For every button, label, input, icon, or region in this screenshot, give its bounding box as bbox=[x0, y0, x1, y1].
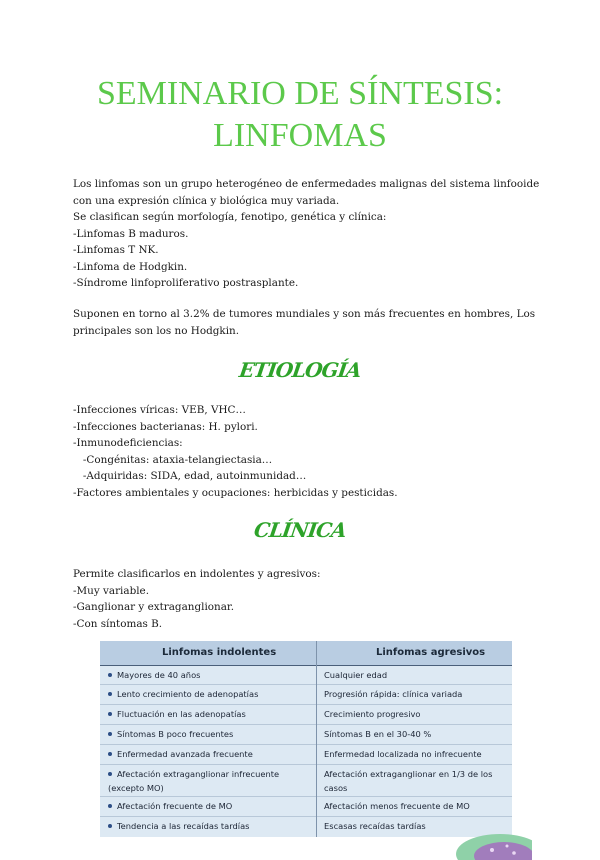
intro-line: -Síndrome linfoproliferativo postrasplante. bbox=[73, 277, 299, 289]
clinica-heading: CLÍNICA bbox=[252, 518, 348, 542]
cell-text: Mayores de 40 años bbox=[117, 670, 201, 680]
decorative-dot-icon bbox=[506, 845, 509, 848]
decorative-dot-icon bbox=[490, 848, 494, 852]
page-title-line2: LINFOMAS bbox=[213, 117, 387, 154]
cell-left bbox=[108, 687, 308, 701]
column-divider bbox=[316, 641, 317, 837]
cell-text: Afectación frecuente de MO bbox=[117, 801, 233, 811]
epidemiology-line: Suponen en torno al 3.2% de tumores mundiales y son más frecuentes en hombres, Los bbox=[73, 308, 536, 320]
cell-text: Tendencia a las recaídas tardías bbox=[117, 821, 250, 831]
clinica-item: -Ganglionar y extraganglionar. bbox=[73, 601, 235, 613]
decorative-corner-graphic bbox=[452, 820, 532, 860]
table-row bbox=[100, 666, 512, 685]
intro-line: Se clasifican según morfología, fenotipo, genética y clínica: bbox=[73, 211, 387, 223]
cell-right: Cualquier edad bbox=[324, 670, 388, 680]
intro-line: Los linfomas son un grupo heterogéneo de enfermedades malignas del sistema linfooide bbox=[73, 178, 540, 190]
bullet-icon bbox=[108, 732, 112, 736]
intro-line: con una expresión clínica y biológica muy variada. bbox=[73, 194, 340, 207]
cell-left bbox=[108, 668, 308, 682]
cell-right bbox=[324, 767, 508, 795]
bullet-icon bbox=[108, 692, 112, 696]
bullet-icon bbox=[108, 712, 112, 716]
cell-left bbox=[108, 799, 308, 813]
cell-text: Afectación extraganglionar en 1/3 de los bbox=[324, 769, 493, 779]
cell-text: Síntomas B poco frecuentes bbox=[117, 729, 234, 739]
cell-right: Progresión rápida: clínica variada bbox=[324, 689, 463, 699]
cell-text: Enfermedad avanzada frecuente bbox=[117, 749, 253, 759]
cell-right: Afectación menos frecuente de MO bbox=[324, 801, 470, 811]
table-row bbox=[100, 725, 512, 745]
table-row bbox=[100, 685, 512, 705]
cell-left bbox=[108, 819, 308, 833]
clinica-item: -Muy variable. bbox=[73, 584, 149, 597]
clinica-list bbox=[73, 566, 533, 632]
cell-text: casos bbox=[324, 783, 348, 793]
clinica-item: -Con síntomas B. bbox=[73, 617, 163, 630]
intro-paragraph bbox=[73, 176, 540, 292]
cell-right: Escasas recaídas tardías bbox=[324, 821, 426, 831]
etiologia-item: -Adquiridas: SIDA, edad, autoinmunidad… bbox=[73, 470, 307, 482]
etiologia-item: -Factores ambientales y ocupaciones: herbicidas y pesticidas. bbox=[73, 486, 398, 499]
comparison-table bbox=[100, 641, 512, 837]
table-row bbox=[100, 817, 512, 836]
cell-left bbox=[108, 727, 308, 741]
intro-line: -Linfomas T NK. bbox=[73, 244, 159, 256]
bullet-icon bbox=[108, 804, 112, 808]
clinica-item: Permite clasificarlos en indolentes y agresivos: bbox=[73, 568, 321, 580]
bullet-icon bbox=[108, 752, 112, 756]
decorative-dot-icon bbox=[512, 851, 516, 855]
cell-left bbox=[108, 747, 308, 761]
epidemiology-paragraph bbox=[73, 306, 536, 339]
cell-text: (excepto MO) bbox=[108, 783, 164, 793]
etiologia-item: -Infecciones víricas: VEB, VHC… bbox=[73, 404, 246, 416]
table-row bbox=[100, 765, 512, 797]
intro-line: -Linfoma de Hodgkin. bbox=[73, 260, 188, 273]
cell-text: Fluctuación en las adenopatías bbox=[117, 709, 246, 719]
cell-right: Enfermedad localizada no infrecuente bbox=[324, 749, 482, 759]
header-indolentes: Linfomas indolentes bbox=[162, 647, 277, 658]
table-header bbox=[100, 641, 512, 666]
etiologia-list bbox=[73, 402, 533, 501]
intro-line: -Linfomas B maduros. bbox=[73, 227, 189, 240]
header-agresivos: Linfomas agresivos bbox=[376, 647, 486, 658]
table-row bbox=[100, 797, 512, 817]
bullet-icon bbox=[108, 824, 112, 828]
cell-left bbox=[108, 707, 308, 721]
page-title-line1: SEMINARIO DE SÍNTESIS: bbox=[96, 75, 504, 112]
cell-text: Lento crecimiento de adenopatías bbox=[117, 689, 259, 699]
cell-right: Crecimiento progresivo bbox=[324, 709, 421, 719]
cell-right: Síntomas B en el 30-40 % bbox=[324, 729, 432, 739]
etiologia-heading: ETIOLOGÍA bbox=[237, 358, 363, 382]
epidemiology-line: principales son los no Hodgkin. bbox=[73, 324, 240, 337]
cell-text: Afectación extraganglionar infrecuente bbox=[117, 769, 280, 779]
etiologia-item: -Infecciones bacterianas: H. pylori. bbox=[73, 420, 258, 433]
table-row bbox=[100, 705, 512, 725]
table-row bbox=[100, 745, 512, 765]
etiologia-item: -Inmunodeficiencias: bbox=[73, 437, 183, 449]
bullet-icon bbox=[108, 772, 112, 776]
cell-left bbox=[108, 767, 308, 795]
etiologia-item: -Congénitas: ataxia-telangiectasia… bbox=[73, 453, 273, 466]
bullet-icon bbox=[108, 673, 112, 677]
